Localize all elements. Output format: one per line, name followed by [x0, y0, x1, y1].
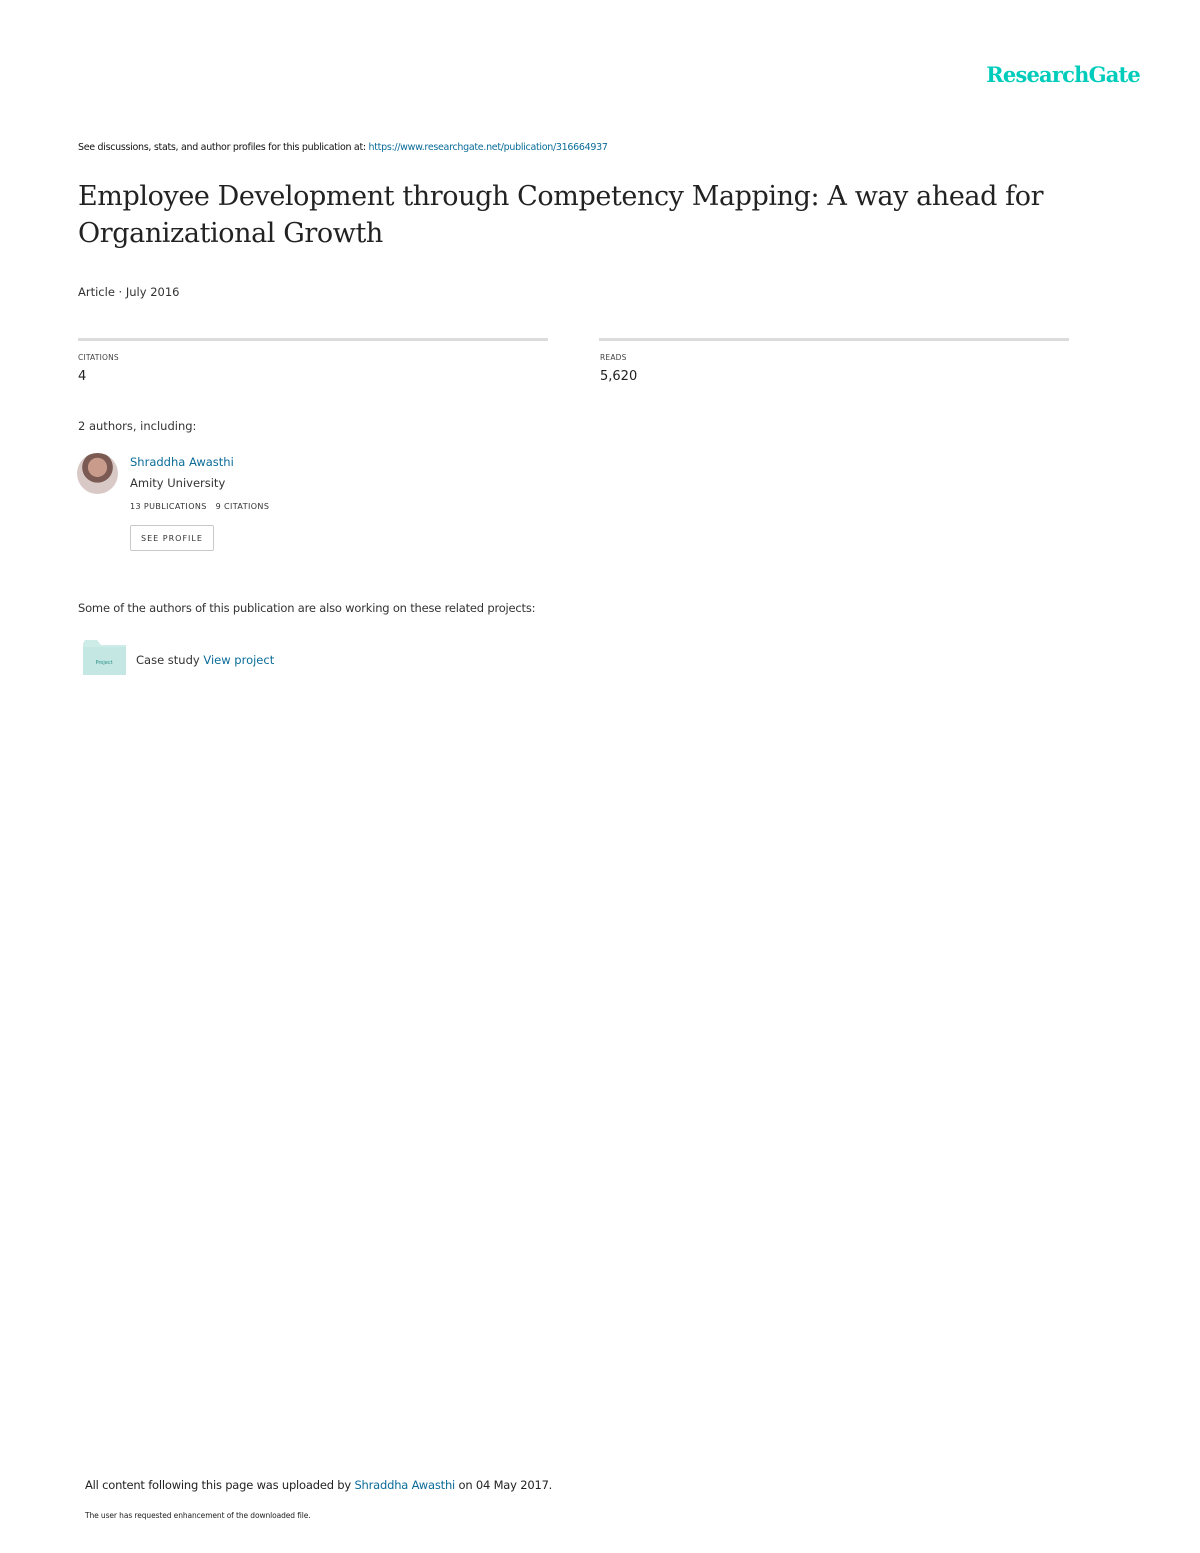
project-folder-icon	[83, 640, 126, 675]
upload-notice	[85, 1478, 552, 1492]
publication-meta: Article · July 2016	[78, 285, 180, 299]
author-stats	[130, 502, 269, 511]
related-projects-intro: Some of the authors of this publication are also working on these related projects:	[78, 601, 536, 615]
download-notice: The user has requested enhancement of the downloaded file.	[85, 1511, 311, 1520]
citations-value: 4	[78, 369, 87, 384]
discussion-notice	[78, 142, 608, 153]
project-item	[136, 653, 274, 667]
see-profile-button[interactable]: SEE PROFILE	[130, 525, 214, 551]
publication-title: Employee Development through Competency Mapping: A way ahead for Organizational Growth	[78, 181, 1044, 249]
upload-prefix: All content following this page was uploaded by	[85, 1478, 351, 1492]
researchgate-logo[interactable]: ResearchGate	[986, 62, 1140, 87]
project-name: Case study	[136, 653, 200, 667]
uploader-link[interactable]: Shraddha Awasthi	[354, 1478, 456, 1492]
reads-divider	[599, 338, 1069, 341]
author-institution: Amity University	[130, 476, 226, 490]
author-publications-count: 13 PUBLICATIONS	[130, 502, 207, 511]
author-citations-count: 9 CITATIONS	[215, 502, 270, 511]
discussion-prefix: See discussions, stats, and author profiles for this publication at:	[78, 142, 366, 153]
authors-intro: 2 authors, including:	[78, 419, 197, 433]
reads-label: READS	[600, 353, 627, 362]
reads-value: 5,620	[600, 369, 638, 384]
citations-label: CITATIONS	[78, 353, 119, 362]
author-avatar[interactable]	[77, 453, 118, 494]
publication-url-link[interactable]: https://www.researchgate.net/publication/316664937	[368, 142, 608, 153]
upload-suffix: on 04 May 2017.	[458, 1478, 553, 1492]
project-folder-label: Project	[95, 660, 113, 666]
author-name-link[interactable]: Shraddha Awasthi	[130, 455, 234, 469]
view-project-link[interactable]: View project	[203, 653, 275, 667]
citations-divider	[78, 338, 548, 341]
